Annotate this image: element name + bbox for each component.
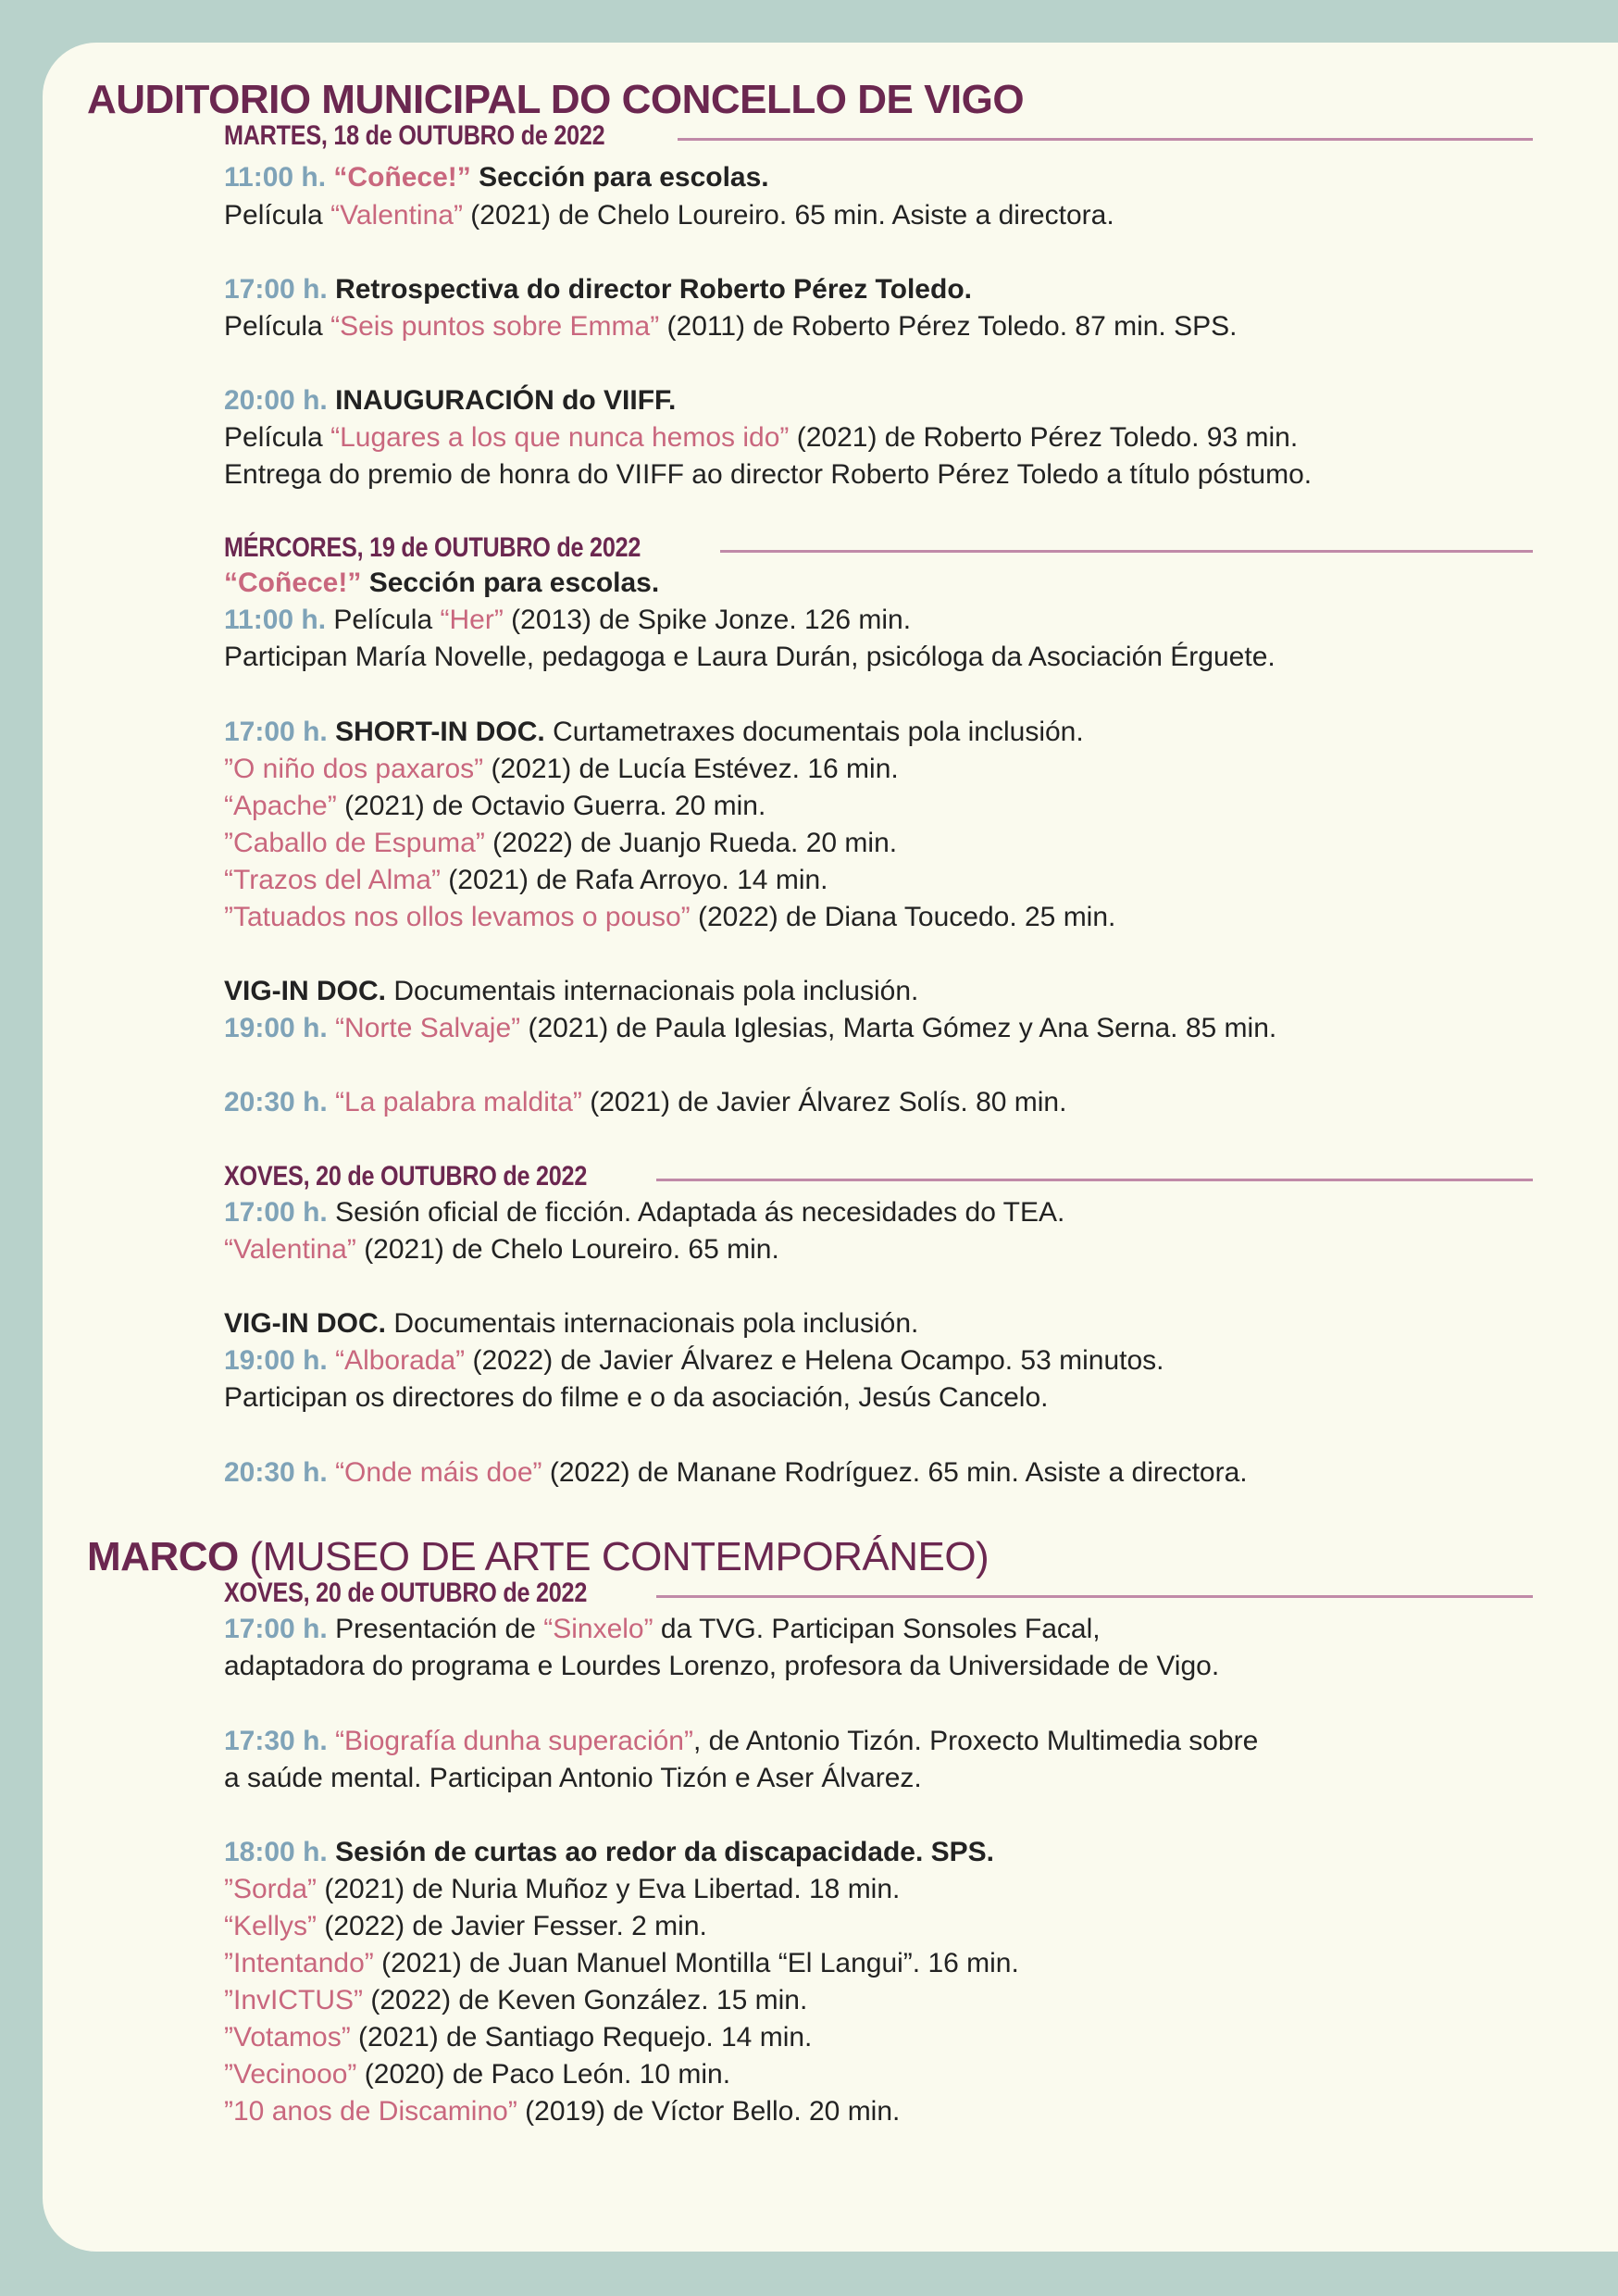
- film-line: [224, 2095, 900, 2128]
- film-title: “Biografía dunha superación”: [327, 1726, 693, 1756]
- event-time: 11:00 h.: [224, 605, 327, 635]
- event-note: Entrega do premio de honra do VIIFF ao director Roberto Pérez Toledo a título póstumo.: [224, 459, 1313, 490]
- film-details: (2022) de Javier Álvarez e Helena Ocampo. 53 minutos.: [465, 1345, 1164, 1376]
- event-heading: SHORT-IN DOC.: [327, 717, 545, 747]
- event-line: [224, 716, 1084, 749]
- film-title: ”Tatuados nos ollos levamos o pouso”: [224, 902, 691, 932]
- film-line: [224, 2021, 812, 2054]
- film-title: “La palabra maldita”: [327, 1087, 582, 1117]
- film-details: (2022) de Diana Toucedo. 25 min.: [690, 902, 1116, 932]
- event-note: adaptadora do programa e Lourdes Lorenzo, profesora da Universidade de Vigo.: [224, 1651, 1220, 1681]
- film-details: (2020) de Paco León. 10 min.: [356, 2059, 731, 2090]
- film-line: [224, 864, 828, 897]
- film-details: (2021) de Rafa Arroyo. 14 min.: [440, 865, 828, 895]
- event-heading: Sección para escolas.: [470, 162, 769, 193]
- film-title: ”Caballo de Espuma”: [224, 828, 485, 858]
- film-line: [224, 1344, 1164, 1378]
- event-line: [224, 1725, 1258, 1758]
- event-time: 17:30 h.: [224, 1726, 328, 1756]
- day-divider: [720, 550, 1533, 553]
- film-prefix: Película: [224, 200, 331, 231]
- event-highlight: “Coñece!”: [224, 568, 362, 598]
- film-details: (2021) de Santiago Requejo. 14 min.: [350, 2022, 813, 2053]
- event-description: Documentais internacionais pola inclusión.: [386, 1308, 919, 1339]
- film-details: (2021) de Paula Iglesias, Marta Gómez y Ana Serna. 85 min.: [520, 1013, 1277, 1043]
- day-label: XOVES, 20 de OUTUBRO de 2022: [224, 1161, 588, 1192]
- event-description: Curtametraxes documentais pola inclusión.: [544, 717, 1084, 747]
- film-prefix: Película: [326, 605, 441, 635]
- film-details: (2019) de Víctor Bello. 20 min.: [517, 2096, 901, 2127]
- film-details: (2011) de Roberto Pérez Toledo. 87 min. SPS.: [659, 311, 1238, 342]
- event-line: [224, 273, 972, 306]
- event-time: 17:00 h.: [224, 1614, 328, 1644]
- event-time: 18:00 h.: [224, 1837, 328, 1867]
- film-title: “Seis puntos sobre Emma”: [330, 311, 660, 342]
- film-details: (2021) de Juan Manuel Montilla “El Langui”. 16 min.: [373, 1948, 1019, 1978]
- day-label: MÉRCORES, 19 de OUTUBRO de 2022: [224, 532, 641, 563]
- event-heading: Sesión de curtas ao redor da discapacidade. SPS.: [327, 1837, 994, 1867]
- film-details: (2022) de Juanjo Rueda. 20 min.: [484, 828, 898, 858]
- film-line: [224, 199, 1114, 232]
- film-line: [224, 421, 1298, 455]
- film-line: [224, 310, 1237, 343]
- film-title: “Alborada”: [327, 1345, 466, 1376]
- film-details: (2021) de Octavio Guerra. 20 min.: [336, 791, 766, 821]
- day-divider: [656, 1595, 1533, 1598]
- film-details: (2013) de Spike Jonze. 126 min.: [503, 605, 912, 635]
- day-header-martes: [224, 120, 1533, 152]
- film-line: [224, 1947, 1019, 1980]
- event-description: Documentais internacionais pola inclusión.: [386, 976, 919, 1006]
- film-details: , de Antonio Tizón. Proxecto Multimedia sobre: [692, 1726, 1259, 1756]
- film-details: (2021) de Javier Álvarez Solís. 80 min.: [581, 1087, 1067, 1117]
- film-details: (2022) de Keven González. 15 min.: [363, 1985, 808, 2015]
- event-note: a saúde mental. Participan Antonio Tizón e Aser Álvarez.: [224, 1763, 922, 1793]
- venue-subtitle: (MUSEO DE ARTE CONTEMPORÁNEO): [238, 1534, 989, 1579]
- film-line: [224, 1910, 707, 1943]
- day-header-mercores: [224, 532, 1533, 564]
- film-line: [224, 2058, 730, 2091]
- venue-name: MARCO: [87, 1534, 239, 1579]
- film-title: “Onde máis doe”: [327, 1457, 542, 1488]
- event-line: [224, 975, 918, 1008]
- film-title: “Lugares a los que nunca hemos ido”: [330, 422, 790, 453]
- film-title: “Sinxelo”: [543, 1614, 653, 1644]
- day-divider: [678, 138, 1533, 141]
- venue-title-auditorio: [87, 77, 1025, 122]
- film-details: (2022) de Manane Rodríguez. 65 min. Asiste a directora.: [541, 1457, 1248, 1488]
- event-heading: Retrospectiva do director Roberto Pérez Toledo.: [327, 274, 972, 305]
- event-time: 19:00 h.: [224, 1013, 328, 1043]
- film-title: ”Votamos”: [224, 2022, 351, 2053]
- event-time: 17:00 h.: [224, 274, 328, 305]
- film-line: [224, 1086, 1066, 1119]
- event-description: Sesión oficial de ficción. Adaptada ás necesidades do TEA.: [327, 1197, 1065, 1228]
- film-line: [224, 901, 1115, 934]
- film-title: ”Sorda”: [224, 1874, 317, 1904]
- film-title: ”InvICTUS”: [224, 1985, 363, 2015]
- film-title: ”Vecinooo”: [224, 2059, 357, 2090]
- day-divider: [656, 1179, 1533, 1181]
- film-line: [224, 790, 765, 823]
- event-line: [224, 1307, 918, 1341]
- event-heading: INAUGURACIÓN do VIIFF.: [327, 385, 677, 416]
- film-title: “Apache”: [224, 791, 337, 821]
- film-title: ”Intentando”: [224, 1948, 374, 1978]
- event-highlight: “Coñece!”: [333, 162, 471, 193]
- event-line: [224, 567, 659, 600]
- event-time: 20:00 h.: [224, 385, 328, 416]
- film-title: “Valentina”: [330, 200, 463, 231]
- film-line: [224, 1233, 779, 1267]
- film-title: “Valentina”: [224, 1234, 356, 1265]
- event-time: 20:30 h.: [224, 1087, 328, 1117]
- venue-name: AUDITORIO MUNICIPAL DO CONCELLO DE VIGO: [87, 77, 1025, 122]
- film-title: ”10 anos de Discamino”: [224, 2096, 517, 2127]
- film-prefix: Película: [224, 311, 331, 342]
- event-line: [224, 161, 769, 194]
- event-heading: Sección para escolas.: [361, 568, 660, 598]
- film-line: [224, 827, 897, 860]
- event-note: Participan os directores do filme e o da asociación, Jesús Cancelo.: [224, 1382, 1049, 1413]
- event-line: [224, 384, 676, 418]
- film-title: “Norte Salvaje”: [327, 1013, 521, 1043]
- film-line: [224, 753, 899, 786]
- film-line: [224, 604, 911, 637]
- day-label: XOVES, 20 de OUTUBRO de 2022: [224, 1578, 588, 1608]
- film-line: [224, 1456, 1248, 1490]
- event-time: 17:00 h.: [224, 1197, 328, 1228]
- film-details: (2021) de Chelo Loureiro. 65 min.: [355, 1234, 779, 1265]
- event-note: Participan María Novelle, pedagoga e Laura Durán, psicóloga da Asociación Érguete.: [224, 642, 1276, 672]
- film-title: “Her”: [440, 605, 504, 635]
- event-line: [224, 1613, 1101, 1646]
- film-title: “Trazos del Alma”: [224, 865, 441, 895]
- film-details: (2021) de Roberto Pérez Toledo. 93 min.: [789, 422, 1299, 453]
- film-title: “Kellys”: [224, 1911, 317, 1941]
- film-title: ”O niño dos paxaros”: [224, 754, 484, 784]
- day-label: MARTES, 18 de OUTUBRO de 2022: [224, 120, 605, 151]
- day-header-xoves-marco: [224, 1578, 1533, 1609]
- film-details: (2021) de Chelo Loureiro. 65 min. Asiste a directora.: [462, 200, 1114, 231]
- day-header-xoves: [224, 1161, 1533, 1192]
- film-line: [224, 1873, 900, 1906]
- film-prefix: Película: [224, 422, 331, 453]
- film-line: [224, 1012, 1276, 1045]
- event-time: 20:30 h.: [224, 1457, 328, 1488]
- event-line: [224, 1836, 994, 1869]
- event-time: 19:00 h.: [224, 1345, 328, 1376]
- film-details: da TVG. Participan Sonsoles Facal,: [653, 1614, 1101, 1644]
- film-details: (2022) de Javier Fesser. 2 min.: [317, 1911, 707, 1941]
- event-line: [224, 1196, 1064, 1229]
- event-time: 11:00 h.: [224, 162, 327, 193]
- event-heading: VIG-IN DOC.: [224, 976, 387, 1006]
- film-line: [224, 1984, 807, 2017]
- film-details: (2021) de Nuria Muñoz y Eva Libertad. 18 min.: [317, 1874, 901, 1904]
- event-heading: VIG-IN DOC.: [224, 1308, 387, 1339]
- film-prefix: Presentación de: [327, 1614, 544, 1644]
- event-time: 17:00 h.: [224, 717, 328, 747]
- film-details: (2021) de Lucía Estévez. 16 min.: [483, 754, 899, 784]
- venue-title-marco: [87, 1534, 989, 1579]
